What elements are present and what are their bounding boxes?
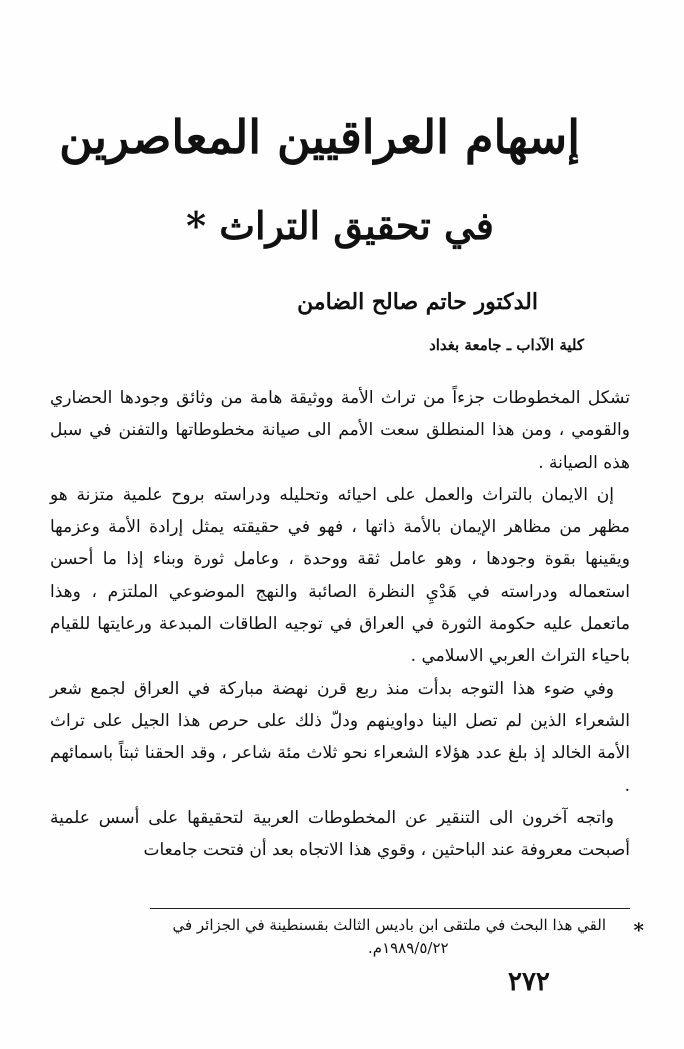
page-number: ٢٧٢ [508, 967, 550, 997]
footnote-mark: * [633, 918, 644, 942]
author-name: الدكتور حاتم صالح الضامن [297, 289, 538, 315]
footnote-text [42, 912, 642, 938]
paragraph-4: واتجه آخرون الى التنقير عن المخطوطات العربية لتحقيقها على أسس علمية أصبحت معروفة عند الباحثين ، وقوي هذا الاتجاه بعد أن فتحت جامعات [50, 807, 630, 861]
article-body [50, 378, 630, 866]
article-title: إسهام العراقيين المعاصرين [59, 110, 580, 164]
footnote-line-1: القي هذا البحث في ملتقى ابن باديس الثالث بقسنطينة في الجزائر في [172, 916, 606, 934]
footnote-separator [150, 908, 630, 909]
paragraph-3: وفي ضوء هذا التوجه بدأت منذ ربع قرن نهضة مباركة في العراق لجمع شعر الشعراء الذين لم تصل الينا دواوينهم ودلّ ذلك على حرص هذا الجيل على تراث الأمة الخالد إذ بلغ عدد هؤلاء الشعراء نحو ثلاث مئة شاعر ، وقد الحقنا ثبتاً باسمائهم . [50, 678, 630, 796]
article-subtitle: في تحقيق التراث * [186, 203, 494, 248]
paragraph-2: إن الايمان بالتراث والعمل على احيائه وتحليله ودراسته بروح علمية متزنة هو مظهر من مظاهر الإيمان بالأمة ذاتها ، فهو في حقيقته يمثل إرادة الأمة وعزمها ويقينها بقوة وجودها ، وهو عامل ثقة ووحدة ، وعامل ثورة وبناء إذا ما أحسن استعماله ودراسته في هَدْيِ النظرة الصائبة والنهج الموضوعي الملتزم ، وهذا ماتعمل عليه حكومة الثورة في العراق في توجيه الطاقات المبدعة ورعايتها للقيام باحياء التراث العربي الاسلامي . [50, 484, 630, 667]
footnote-line-2: ١٩٨٩/٥/٢٢م. [368, 939, 449, 957]
author-affiliation: كلية الآداب ـ جامعة بغداد [429, 336, 584, 354]
paragraph-1: تشكل المخطوطات جزءاً من تراث الأمة ووثيقة هامة من وثائق وجودها الحضاري والقومي ، ومن هذا المنطلق سعت الأمم الى صيانة مخطوطاتها والتفنن في سبل هذه الصيانة . [50, 388, 630, 473]
